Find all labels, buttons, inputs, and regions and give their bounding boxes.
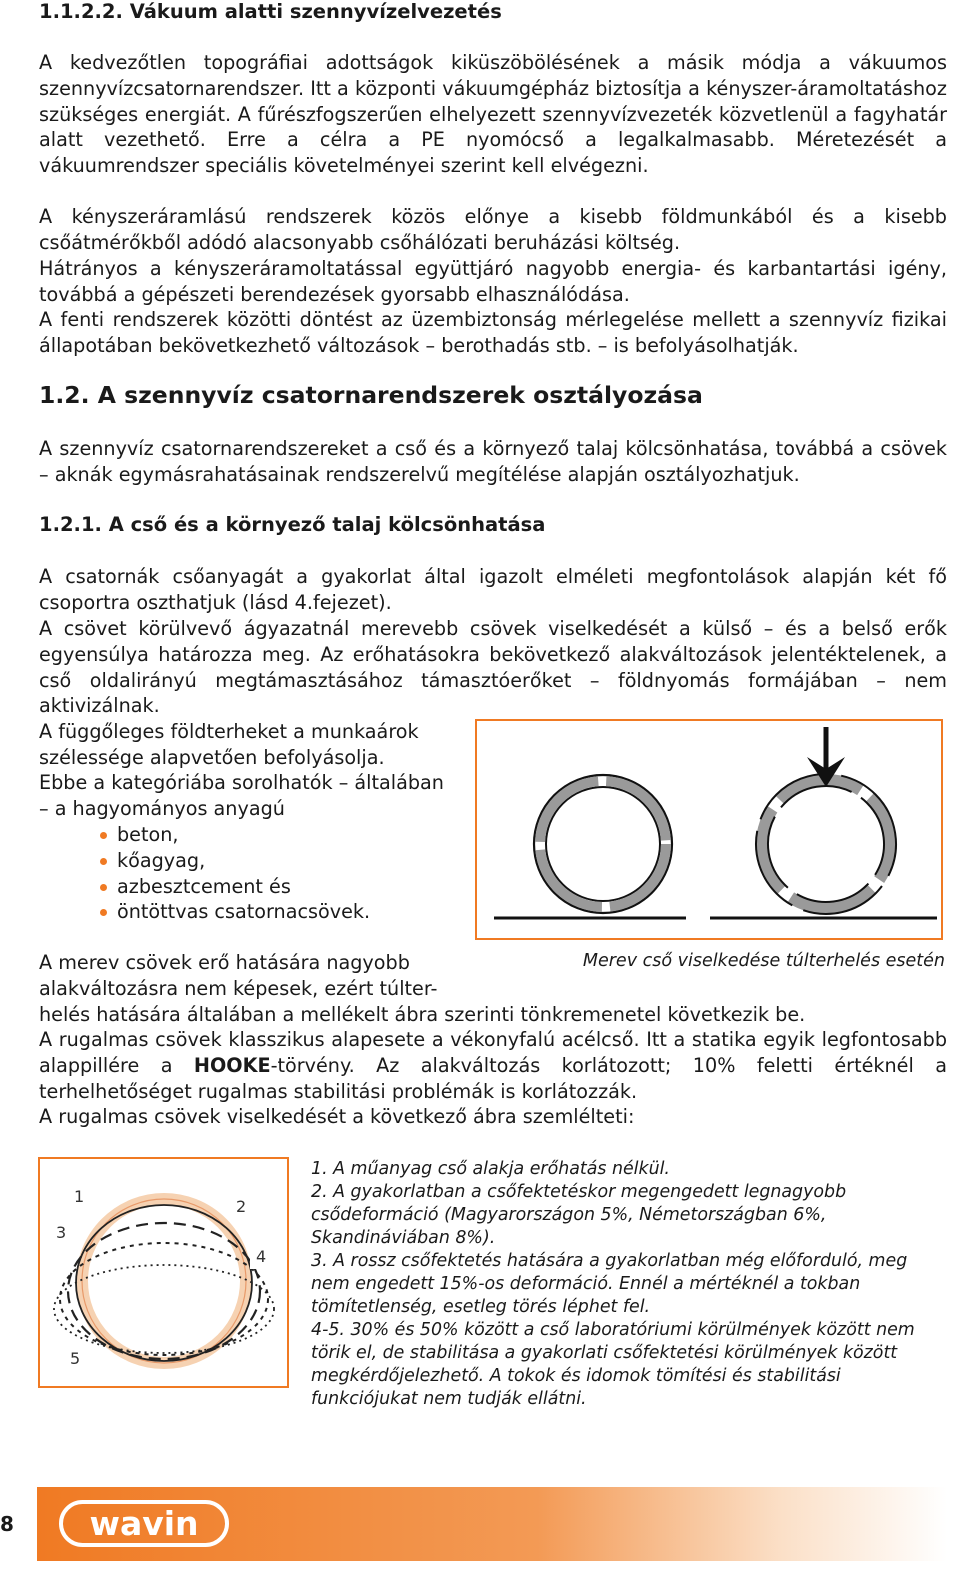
figure-flexible-legend bbox=[311, 1158, 941, 1411]
figure-flexible-pipe bbox=[38, 1157, 289, 1388]
pipe-shape-4 bbox=[60, 1243, 268, 1355]
paragraph-rigid-fail-b: alakváltozásra nem képesek, ezért túlter- bbox=[39, 977, 438, 1000]
list-item: öntöttvas csatornacsövek. bbox=[39, 899, 459, 925]
page-number: 8 bbox=[0, 1512, 14, 1536]
pipe-inner-left bbox=[546, 787, 660, 901]
rigid-pipe-diagram bbox=[477, 721, 940, 937]
paragraph-rigid-fail-c: helés hatására általában a mellékelt ábra szerinti tönkremenetel következik be. bbox=[39, 1003, 806, 1026]
paragraph-decision: A fenti rendszerek közötti döntést az üzembiztonság mérlegelése mellett a szennyvíz fizikai állapotában bekövetkezhető változások – berothadás stb. – is befolyásolhatják. bbox=[39, 308, 947, 357]
paragraph-flexible-illustration: A rugalmas csövek viselkedését a következő ábra szemlélteti: bbox=[39, 1105, 635, 1128]
list-item: kőagyag, bbox=[39, 848, 459, 874]
list-item: azbesztcement és bbox=[39, 874, 459, 900]
paragraph-flexible-post: -törvény. Az alakváltozás korlátozott; 10% feletti értéknél a terhelhetőséget rugalmas stabilitási problémák is korlátozzák. bbox=[39, 1053, 947, 1103]
pipe-shape-2 bbox=[76, 1205, 252, 1361]
heading-pipe-soil-interaction: 1.2.1. A cső és a környező talaj kölcsönhatása bbox=[39, 513, 546, 536]
wavin-logo bbox=[59, 1499, 231, 1549]
paragraph-groups: A csatornák csőanyagát a gyakorlat által igazolt elméleti megfontolások alapján két fő csoportra oszthatjuk (lásd 4.fejezet). bbox=[39, 565, 947, 614]
paragraph-flexible bbox=[39, 1027, 947, 1104]
list-item: beton, bbox=[39, 822, 459, 848]
figure-label-2: 2 bbox=[236, 1197, 247, 1216]
figure-label-3: 3 bbox=[56, 1223, 67, 1242]
legend-item-1: 1. A műanyag cső alakja erőhatás nélkül. bbox=[311, 1159, 670, 1179]
paragraph-classification: A szennyvíz csatornarendszereket a cső és a környező talaj kölcsönhatása, továbbá a csövek – aknák egymásrahatásainak rendszerelvű megítélése alapján osztályozhatjuk. bbox=[39, 437, 947, 486]
flexible-pipe-diagram bbox=[40, 1159, 286, 1385]
figure-label-5: 5 bbox=[70, 1349, 81, 1368]
paragraph-rigid-fail-a: A merev csövek erő hatására nagyobb bbox=[39, 951, 410, 974]
paragraph-disadvantages: Hátrányos a kényszeráramoltatással együttjáró nagyobb energia- és karbantartási igény, továbbá a gépészeti berendezések gyorsabb elhasználódása. bbox=[39, 257, 947, 306]
paragraph-rigid: A csövet körülvevő ágyazatnál merevebb csövek viselkedését a külső – és a belső erők egyensúlya határozza meg. Az erőhatásokra bekövetkező alakváltozások jelentéktelenek, a cső oldalirányú megtámasztásához támasztóerőket – földnyomás formájában – nem aktivizálnak. bbox=[39, 617, 947, 718]
material-list bbox=[39, 822, 459, 925]
figure-label-4: 4 bbox=[256, 1247, 267, 1266]
pipe-outer-left bbox=[534, 775, 672, 913]
paragraph-vacuum: A kedvezőtlen topográfiai adottságok kiküszöbölésének a másik módja a vákuumos szennyvízcsatornarendszer. Itt a központi vákuumgépház biztosítja a kényszer-áramoltatáshoz szükséges energiát. A fűrészfogszerűen elhelyezett szennyvízvezeték közvetlenül a fagyhatár alatt vezethető. Erre a célra a PE nyomócső a legalkalmasabb. Méretezését a vákuumrendszer speciális követelményei szerint kell elvégezni. bbox=[39, 51, 947, 178]
legend-item-2: 2. A gyakorlatban a csőfektetéskor megengedett legnagyobb csődeformáció (Magyarországon 5%, Németországban 6%, Skandináviában 8%). bbox=[311, 1182, 847, 1248]
legend-item-3: 3. A rossz csőfektetés hatására a gyakorlatban még előforduló, meg nem engedett 15%-os deformáció. Ennél a mértéknél a tokban tömítetlenség, esetleg törés léphet fel. bbox=[311, 1251, 908, 1317]
hooke-name: HOOKE bbox=[193, 1053, 271, 1077]
figure-rigid-pipe bbox=[475, 719, 943, 940]
figure-label-1: 1 bbox=[74, 1187, 85, 1206]
figure-rigid-caption: Merev cső viselkedése túlterhelés esetén bbox=[582, 951, 945, 971]
paragraph-category: Ebbe a kategóriába sorolhatók – általában – a hagyományos anyagú bbox=[39, 771, 444, 820]
paragraph-flexible-pre: A rugalmas csövek klasszikus alapesete a vékonyfalú acélcső. Itt a statika egyik legfontosabb alappillére a bbox=[39, 1028, 947, 1077]
legend-item-4: 4-5. 30% és 50% között a cső laboratóriumi körülmények között nem törik el, de stabilitása a gyakorlati csőfektetési körülmények között megkérdőjelezhető. A tokok és idomok tömítési és stabilitási funkciójukat nem tudják ellátni. bbox=[311, 1320, 915, 1409]
paragraph-vertical-load: A függőleges földterheket a munkaárok szélessége alapvetően befolyásolja. bbox=[39, 720, 419, 769]
paragraph-advantages: A kényszeráramlású rendszerek közös előnye a kisebb földmunkából és a kisebb csőátmérőkből adódó alacsonyabb csőhálózati beruházási költség. bbox=[39, 205, 947, 254]
heading-classification: 1.2. A szennyvíz csatornarendszerek osztályozása bbox=[39, 381, 703, 409]
logo-text: wavin bbox=[89, 1504, 199, 1543]
pipe-wall-left bbox=[540, 781, 666, 907]
heading-vacuum-sewerage: 1.1.2.2. Vákuum alatti szennyvízelvezetés bbox=[39, 0, 502, 23]
footer-band bbox=[37, 1487, 947, 1561]
